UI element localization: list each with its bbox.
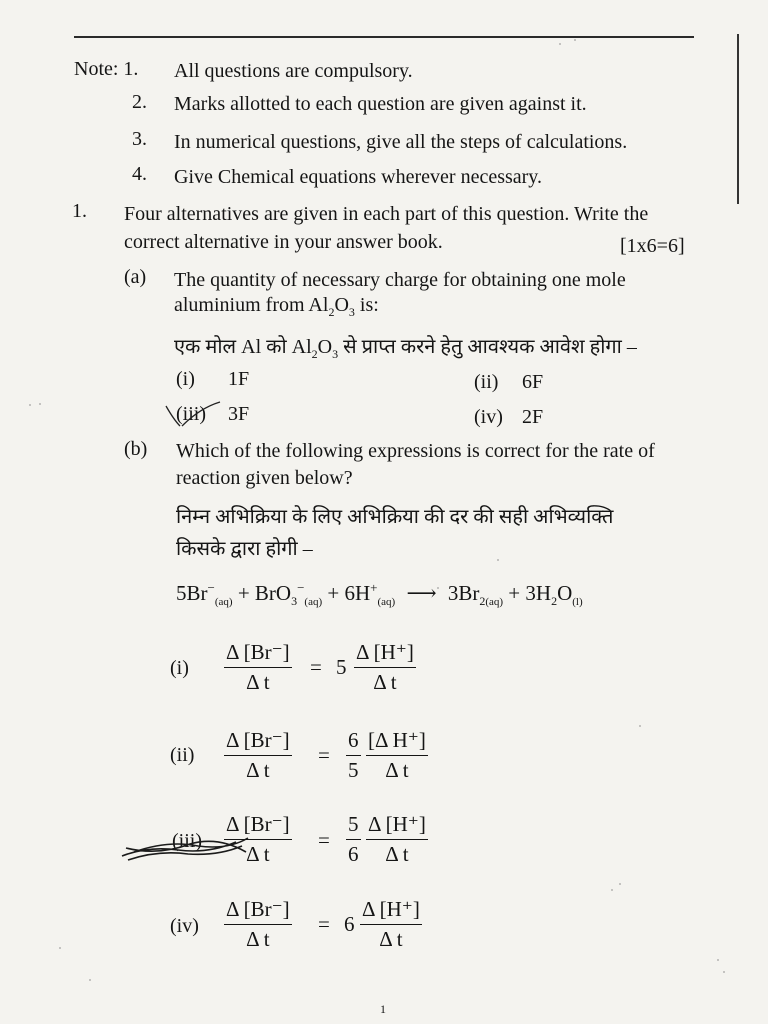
- question-1-marks: [1x6=6]: [620, 235, 685, 257]
- option-b-i-equals: =: [310, 655, 322, 679]
- page-mark: 1: [380, 1002, 386, 1016]
- note-1-text: All questions are compulsory.: [174, 60, 413, 82]
- part-a-line1: The quantity of necessary charge for obtaining one mole: [174, 269, 626, 291]
- option-b-iv-label: (iv): [170, 915, 199, 937]
- option-b-ii-equals: =: [318, 743, 330, 767]
- note-2-num: 2.: [132, 91, 147, 113]
- option-b-iv-lhs-fraction: $\frac{\Delta [Br^-]}{\text{Δ t}}$: [226, 897, 290, 951]
- part-b-line1: Which of the following expressions is correct for the rate of: [176, 440, 655, 462]
- option-a-iv-label: (iv): [474, 406, 503, 428]
- option-b-iii-coefficient: $\frac{5}{6}$: [348, 812, 359, 866]
- part-b-line2: reaction given below?: [176, 467, 353, 489]
- option-b-iii-label: (iii): [172, 830, 202, 852]
- option-b-iv-coefficient: 6: [344, 912, 355, 936]
- option-b-ii-rhs-fraction: $\frac{\text{[Δ H⁺]}}{\text{Δ t}}$: [368, 728, 426, 782]
- option-b-i-rhs-fraction: $\frac{\Delta [H^+]}{\text{Δ t}}$: [356, 640, 414, 694]
- option-b-iv-equals: =: [318, 912, 330, 936]
- option-a-iii-value: 3F: [228, 403, 250, 425]
- option-a-i-value: 1F: [228, 368, 250, 390]
- notes-heading: Note: 1.: [74, 58, 139, 80]
- option-b-iii-rhs-fraction: $\frac{\Delta [H^+]}{\text{Δ t}}$: [368, 812, 426, 866]
- option-a-ii-label: (ii): [474, 371, 499, 393]
- reaction-equation: $5Br^-_{(aq)} + BrO_3^-_{(aq)} + 6H^+_{(aq)}$ ⟶ $3Br_{2(aq)} + 3H_2O_{(l)}$: [176, 580, 583, 609]
- option-b-i-lhs-fraction: $\frac{\Delta [Br^-]}{\text{Δ t}}$: [226, 640, 290, 694]
- option-a-iii-label: (iii): [176, 403, 206, 425]
- option-b-ii-lhs-fraction: $\frac{\Delta [Br^-]}{\text{Δ t}}$: [226, 728, 290, 782]
- option-b-ii-coefficient: $\frac{6}{5}$: [348, 728, 359, 782]
- note-3-text: In numerical questions, give all the steps of calculations.: [174, 131, 628, 153]
- option-a-i-label: (i): [176, 368, 195, 390]
- question-1-number: 1.: [72, 200, 87, 222]
- question-1-line2: correct alternative in your answer book.: [124, 231, 443, 253]
- part-b-hindi-line2: किसके द्वारा होगी –: [176, 538, 313, 560]
- part-a-line2: aluminium from $Al_2O_3$ is:: [174, 294, 379, 319]
- option-b-iii-equals: =: [318, 828, 330, 852]
- option-b-ii-label: (ii): [170, 744, 195, 766]
- question-1-line1: Four alternatives are given in each part of this question. Write the: [124, 203, 649, 225]
- note-4-num: 4.: [132, 163, 147, 185]
- option-b-i-coefficient: 5: [336, 655, 347, 679]
- option-b-i-label: (i): [170, 657, 189, 679]
- part-a-hindi: एक मोल Al को $Al_2O_3$ से प्राप्त करने हेतु आवश्यक आवेश होगा –: [174, 336, 637, 361]
- part-a-label: (a): [124, 266, 147, 288]
- option-a-iv-value: 2F: [522, 406, 544, 428]
- option-b-iv-rhs-fraction: $\frac{\Delta [H^+]}{\text{Δ t}}$: [362, 897, 420, 951]
- note-3-num: 3.: [132, 128, 147, 150]
- option-a-ii-value: 6F: [522, 371, 544, 393]
- note-4-text: Give Chemical equations wherever necessary.: [174, 166, 542, 188]
- option-b-iii-lhs-fraction: $\frac{\Delta [Br^-]}{\text{Δ t}}$: [226, 812, 290, 866]
- part-b-label: (b): [124, 438, 148, 460]
- note-2-text: Marks allotted to each question are given against it.: [174, 93, 587, 115]
- part-b-hindi-line1: निम्न अभिक्रिया के लिए अभिक्रिया की दर की सही अभिव्यक्ति: [176, 506, 614, 528]
